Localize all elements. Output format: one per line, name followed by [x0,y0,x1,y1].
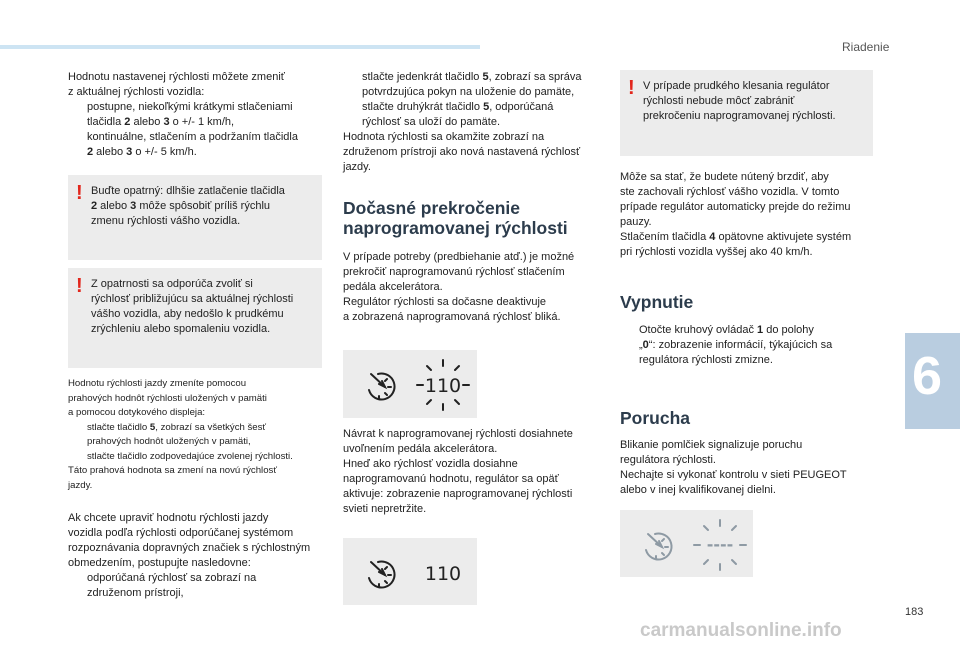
list-item: Otočte kruhový ovládač 1 do polohy „0“: zobrazenie informácií, týkajúcich sa regulátora rýchlosti zmizne. [639,324,833,366]
paragraph: Môže sa stať, že budete nútený brzdiť, aby ste zachovali rýchlosť vášho vozidla. V tomto prípade regulátor automaticky prejde do režimu pauzy. Stlačením tlačidla 4 opätovne aktivujete systém pri rýchlosti vozidla vyššej ako 40 km/h. [620,171,852,258]
warning-box: ! V prípade prudkého klesania regulátor rýchlosti nebude môcť zabrániť prekročeniu naprogramovanej rýchlosti. [620,70,873,156]
chapter-number: 6 [912,346,943,406]
speed-display-blinking [343,350,477,418]
warning-icon: ! [76,182,83,204]
speedometer-icon [343,350,477,418]
list-item: odporúčaná rýchlosť sa zobrazí na združenom prístroji, [87,572,257,599]
list-item: stlačte tlačidlo 5, zobrazí sa všetkých šesť prahových hodnôt uložených v pamäti, [87,421,267,447]
page-number: 183 [905,606,924,618]
list-item: stlačte druhýkrát tlačidlo 5, odporúčaná rýchlosť sa uloží do pamäte. [362,101,554,128]
heading-fault: Porucha [620,408,691,428]
paragraph [620,323,882,368]
speed-display-fault [620,510,753,577]
list-item: postupne, niekoľkými krátkymi stlačeniami tlačidla 2 alebo 3 o +/- 1 km/h, [87,101,293,128]
section-title: Riadenie [842,40,890,54]
speedometer-fault-icon [620,510,753,577]
list-item: kontinuálne, stlačením a podržaním tlačidla 2 alebo 3 o +/- 5 km/h. [87,131,298,158]
warning-icon: ! [628,77,635,99]
warning-icon: ! [76,275,83,297]
paragraph: Návrat k naprogramovanej rýchlosti dosiahnete uvoľnením pedála akcelerátora. Hneď ako rýchlosť vozidla dosiahne naprogramovanú hodnotu, regulátor sa opäť aktivuje: zobrazenie naprogramovanej rýchlosti svieti nepretržite. [343,428,573,515]
paragraph: Hodnotu nastavenej rýchlosti môžete zmeniť z aktuálnej rýchlosti vozidla: [68,71,285,98]
warning-box: ! Z opatrnosti sa odporúča zvoliť si rýchlosť približujúcu sa aktuálnej rýchlosti vášho vozidla, aby nedošlo k prudkému zrýchleniu alebo spomaleniu vozidla. [68,268,322,368]
warning-box: ! Buďte opatrný: dlhšie zatlačenie tlačidla 2 alebo 3 môže spôsobiť príliš rýchlu zmenu rýchlosti vášho vozidla. [68,175,322,260]
paragraph: V prípade potreby (predbiehanie atď.) je možné prekročiť naprogramovanú rýchlosť stlačením pedála akcelerátora. Regulátor rýchlosti sa dočasne deaktivuje a zobrazená naprogramovaná rýchlosť bliká. [343,251,575,323]
speed-display-steady [343,538,477,605]
heading-off: Vypnutie [620,292,694,312]
list-item: stlačte tlačidlo zodpovedajúce zvolenej rýchlosti. [87,450,293,462]
speed-value: 110 [424,563,462,585]
paragraph: Ak chcete upraviť hodnotu rýchlosti jazdy vozidla podľa rýchlosti odporúčanej systémom rozpoznávania dopravných značiek s rýchlostným obmedzením, postupujte nasledovne: odporúčaná rýchlosť sa zobrazí na združenom prístroji, [68,511,330,601]
heading-temporary-override: Dočasné prekročenie naprogramovanej rýchlosti [343,198,568,238]
speed-value: 110 [424,375,462,397]
touchscreen-note: Hodnotu rýchlosti jazdy zmeníte pomocou prahových hodnôt rýchlosti uložených v pamäti a pomocou dotykového displeja: stlačte tlačidlo 5, zobrazí sa všetkých šesť prahových hodnôt uložených v pamäti, stlačte tlačidlo zodpovedajúce zvolenej rýchlosti. Táto prahová hodnota sa zmení na novú rýchlosť jazdy. [68,377,330,493]
header-bar [0,45,480,49]
column-1 [68,70,328,160]
paragraph: Blikanie pomlčiek signalizuje poruchu regulátora rýchlosti. Nechajte si vykonať kontrolu v sieti PEUGEOT alebo v inej kvalifikovanej dielni. [620,439,847,496]
fault-dashes: ---- [706,535,734,554]
list-item: stlačte jedenkrát tlačidlo 5, zobrazí sa správa potvrdzujúca pokyn na uloženie do pamäte, [362,71,582,98]
column-2: stlačte jedenkrát tlačidlo 5, zobrazí sa správa potvrdzujúca pokyn na uloženie do pamäte, stlačte druhýkrát tlačidlo 5, odporúčaná rýchlosť sa uloží do pamäte. Hodnota rýchlosti sa okamžite zobrazí na združenom prístroji ako nová nastavená rýchlosť jazdy. [343,70,605,175]
speedometer-icon [343,538,477,605]
watermark: carmanualsonline.info [640,620,842,641]
